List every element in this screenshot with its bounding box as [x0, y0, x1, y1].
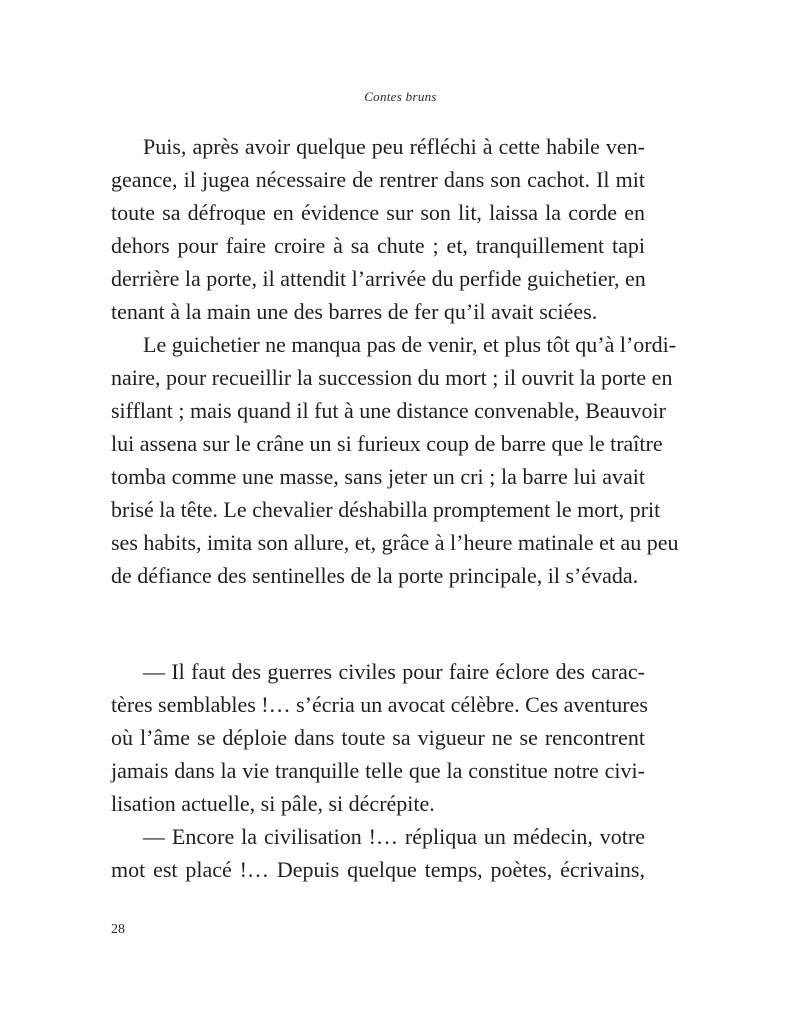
text-line: de défiance des sentinelles de la porte principale, il s’évada.: [111, 563, 639, 588]
text-line: brisé la tête. Le chevalier déshabilla promptement le mort, prit: [111, 497, 661, 522]
text-line: Puis, après avoir quelque peu réfléchi à cette habile ven-: [143, 134, 645, 159]
text-line: Le guichetier ne manqua pas de venir, et plus tôt qu’à l’ordi-: [143, 332, 677, 357]
text-line: tomba comme une masse, sans jeter un cri ; la barre lui avait: [111, 464, 645, 489]
text-line: mot est placé !… Depuis quelque temps, poètes, écrivains,: [111, 857, 645, 882]
text-line: lisation actuelle, si pâle, si décrépite.: [111, 791, 435, 816]
text-line: tères semblables !… s’écria un avocat célèbre. Ces aventures: [111, 692, 648, 717]
text-line: lui assena sur le crâne un si furieux coup de barre que le traître: [111, 431, 663, 456]
text-line: — Il faut des guerres civiles pour faire éclore des carac-: [143, 659, 645, 684]
text-line: ses habits, imita son allure, et, grâce à l’heure matinale et au peu: [111, 530, 679, 555]
text-line: tenant à la main une des barres de fer qu’il avait sciées.: [111, 299, 598, 324]
text-line: sifflant ; mais quand il fut à une distance convenable, Beauvoir: [111, 398, 666, 423]
page-number: 28: [111, 922, 125, 937]
text-line: dehors pour faire croire à sa chute ; et, tranquillement tapi: [111, 233, 645, 258]
text-line: derrière la porte, il attendit l’arrivée du perfide guichetier, en: [111, 266, 646, 291]
running-head: Contes bruns: [364, 89, 437, 104]
text-line: naire, pour recueillir la succession du mort ; il ouvrit la porte en: [111, 365, 673, 390]
paragraph-block-1: [111, 130, 679, 592]
text-line: toute sa défroque en évidence sur son lit, laissa la corde en: [111, 200, 645, 225]
paragraph-block-2: [111, 655, 648, 886]
text-line: geance, il jugea nécessaire de rentrer dans son cachot. Il mit: [111, 167, 645, 192]
text-line: jamais dans la vie tranquille telle que la constitue notre civi-: [111, 758, 645, 783]
text-line: — Encore la civilisation !… répliqua un médecin, votre: [143, 824, 645, 849]
text-line: où l’âme se déploie dans toute sa vigueur ne se rencontrent: [111, 725, 645, 750]
